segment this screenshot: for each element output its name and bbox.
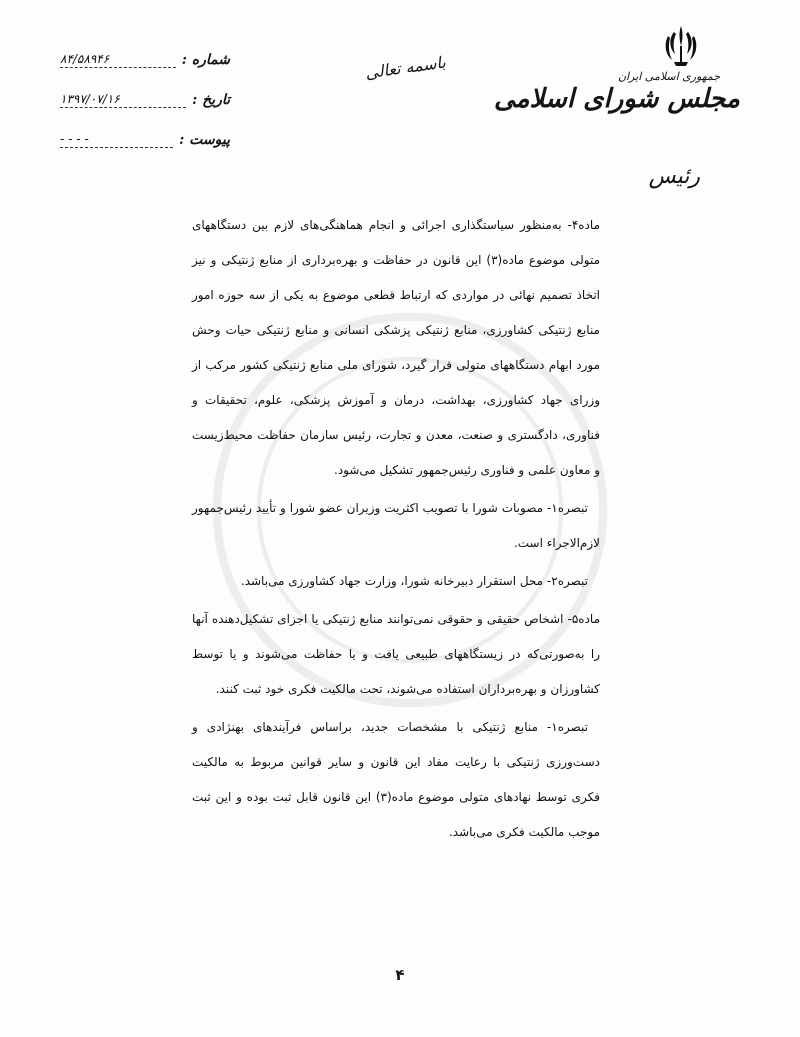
- iran-emblem-icon: [664, 24, 698, 68]
- paragraph-note-2: تبصره۲- محل استقرار دبیرخانه شورا، وزارت جهاد کشاورزی می‌باشد.: [240, 574, 588, 588]
- letterhead: [493, 18, 740, 198]
- number-row: [60, 28, 230, 68]
- letter-body: [192, 208, 600, 850]
- speaker-title: رئیس: [648, 164, 700, 189]
- paragraph-article-5: ماده۵- اشخاص حقیقی و حقوقی نمی‌توانند منابع ژنتیکی یا اجزای تشکیل‌دهنده آنها را به‌صورتی‌که در زیستگاههای طبیعی یافت و یا حفاظت می‌شوند و یا توسط کشاورزان و بهره‌برداران استفاده می‌شوند، تحت مالکیت فکری خود ثبت کنند.: [192, 612, 600, 696]
- republic-label: جمهوری اسلامی ایران: [617, 70, 720, 83]
- header-fields: [60, 28, 230, 148]
- date-row: [60, 68, 230, 108]
- bismillah-text: باسمه تعالی: [363, 52, 447, 83]
- date-label: تاریخ :: [192, 92, 230, 108]
- majlis-title: مجلس شورای اسلامی: [493, 84, 740, 114]
- paragraph-note-1: تبصره۱- مصوبات شورا با تصویب اکثریت وزیران عضو شورا و تأیید رئیس‌جمهور لازم‌الاجراء است.: [192, 501, 600, 550]
- bismillah: [355, 52, 455, 98]
- paragraph-article-5-note-1: تبصره۱- منابع ژنتیکی با مشخصات جدید، براساس فرآیندهای بهنژادی و دست‌ورزی ژنتیکی با رعایت مفاد این قانون و سایر قوانین مربوط به مالکیت فکری توسط نهادهای متولی موضوع ماده(۳) این قانون قابل ثبت بوده و این ثبت موجب مالکیت فکری می‌باشد.: [192, 720, 600, 839]
- date-value: ۱۳۹۷/۰۷/۱۶: [60, 92, 186, 108]
- number-value: ۸۴/۵۸۹۴۶: [60, 52, 176, 68]
- attachment-value: - - - -: [60, 132, 173, 148]
- attachment-row: [60, 108, 230, 148]
- page-number: ۴: [395, 966, 405, 984]
- paragraph-article-4: ماده۴- به‌منظور سیاستگذاری اجرائی و انجام هماهنگی‌های لازم بین دستگاههای متولی موضوع ماده(۳) این قانون در حفاظت و بهره‌برداری از منابع ژنتیکی و نیز اتخاذ تصمیم نهائی در مواردی که ارتباط قطعی موضوع به یکی از سه حوزه امور منابع ژنتیکی کشاورزی، منابع ژنتیکی پزشکی انسانی و منابع ژنتیکی حیات وحش مورد ابهام دستگاههای متولی قرار گیرد، شورای ملی منابع ژنتیکی کشور مرکب از وزرای جهاد کشاورزی، بهداشت، درمان و آموزش پزشکی، علوم، تحقیقات و فناوری، دادگستری و صنعت، معدن و تجارت، رئیس سازمان حفاظت محیط‌زیست و معاون علمی و فناوری رئیس‌جمهور تشکیل می‌شود.: [192, 218, 601, 477]
- attachment-label: پیوست :: [179, 132, 230, 148]
- number-label: شماره :: [181, 52, 230, 68]
